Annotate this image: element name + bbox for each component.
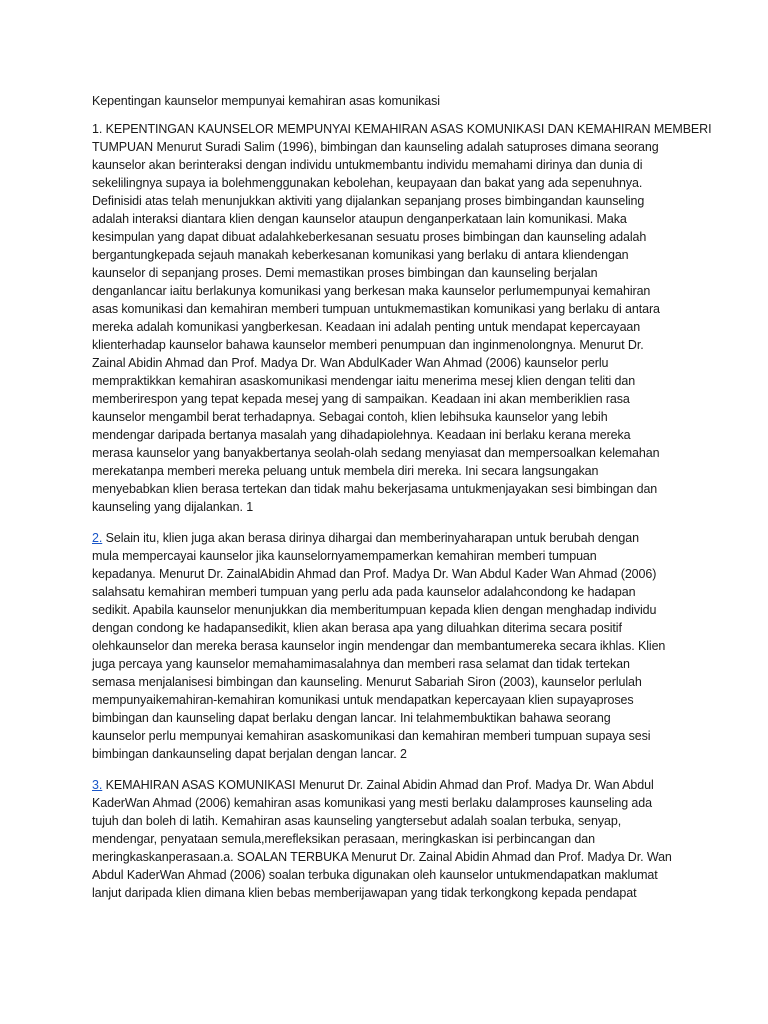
text-line — [92, 655, 682, 673]
line-text: sekelilingnya supaya ia bolehmenggunakan kebolehan, keupayaan dan bakat yang ada sepenuhnya. — [92, 176, 643, 190]
line-text: adalah interaksi diantara klien dengan kaunselor ataupun denganperkataan lain komunikasi. Maka — [92, 212, 627, 226]
line-text: merasa kaunselor yang banyakbertanya seolah-olah sedang menyiasat dan mempersoalkan kelemahan — [92, 446, 660, 460]
line-text: bergantungkepada sejauh manakah keberkesanan komunikasi yang berlaku di antara kliendengan — [92, 248, 629, 262]
paragraph-container — [92, 120, 712, 902]
line-text: mempunyaikemahiran-kemahiran komunikasi untuk mendapatkan kepercayaan klien supayaproses — [92, 693, 634, 707]
line-text: Selain itu, klien juga akan berasa dirinya dihargai dan memberinyaharapan untuk berubah dengan — [105, 531, 639, 545]
text-line — [92, 529, 682, 547]
line-text: mendengar, penyataan semula,merefleksikan perasaan, meringkaskan isi perbincangan dan — [92, 832, 595, 846]
text-line — [92, 848, 682, 866]
paragraph-number-link[interactable]: 2. — [92, 531, 103, 545]
text-line — [92, 354, 682, 372]
text-line — [92, 884, 682, 902]
line-text: kepadanya. Menurut Dr. ZainalAbidin Ahmad dan Prof. Madya Dr. Wan Abdul Kader Wan Ahmad (2006) — [92, 567, 657, 581]
line-text: lanjut daripada klien dimana klien bebas memberijawapan yang tidak terkongkong kepada pendapat — [92, 886, 637, 900]
text-line — [92, 866, 682, 884]
text-line — [92, 246, 682, 264]
text-line — [92, 727, 682, 745]
text-line — [92, 480, 682, 498]
text-line — [92, 830, 682, 848]
text-line — [92, 282, 682, 300]
line-text: TUMPUAN Menurut Suradi Salim (1996), bimbingan dan kaunseling adalah satuproses dimana seorang — [92, 140, 659, 154]
text-line — [92, 601, 682, 619]
line-text: juga percaya yang kaunselor memahamimasalahnya dan memberi rasa selamat dan tidak tertekan — [92, 657, 630, 671]
line-text: mula mempercayai kaunselor jika kaunselornyamempamerkan kemahiran memberi tumpuan — [92, 549, 597, 563]
line-text: kesimpulan yang dapat dibuat adalahkeberkesanan sesuatu proses bimbingan dan kaunseling adalah — [92, 230, 647, 244]
text-line — [92, 565, 682, 583]
paragraph — [92, 776, 682, 902]
paragraph — [92, 529, 682, 763]
text-line — [92, 583, 682, 601]
text-line — [92, 462, 682, 480]
text-line — [92, 498, 682, 516]
document-body — [92, 92, 712, 915]
line-text: salahsatu kemahiran memberi tumpuan yang perlu ada pada kaunselor adalahcondong ke hadapan — [92, 585, 636, 599]
line-text: 1. KEPENTINGAN KAUNSELOR MEMPUNYAI KEMAHIRAN ASAS KOMUNIKASI DAN KEMAHIRAN MEMBERI — [92, 122, 712, 136]
line-text: olehkaunselor dan mereka berasa kaunselor ingin mendengar dan membantumereka secara ikhlas. Klien — [92, 639, 666, 653]
document-title: Kepentingan kaunselor mempunyai kemahiran asas komunikasi — [92, 94, 440, 108]
text-line — [92, 192, 682, 210]
text-line — [92, 174, 682, 192]
text-line — [92, 228, 682, 246]
line-text: kaunselor mengambil berat terhadapnya. Sebagai contoh, klien lebihsuka kaunselor yang lebih — [92, 410, 608, 424]
line-text: bimbingan dan kaunseling dapat berlaku dengan lancar. Ini telahmembuktikan bahawa seorang — [92, 711, 611, 725]
text-line — [92, 776, 682, 794]
text-line — [92, 300, 682, 318]
text-line — [92, 120, 712, 138]
line-text: semasa menjalanisesi bimbingan dan kaunseling. Menurut Sabariah Siron (2003), kaunselor perlulah — [92, 675, 642, 689]
paragraph-number-link[interactable]: 3. — [92, 778, 103, 792]
line-text: kaunselor di sepanjang proses. Demi memastikan proses bimbingan dan kaunseling berjalan — [92, 266, 598, 280]
line-text: Zainal Abidin Ahmad dan Prof. Madya Dr. Wan AbdulKader Wan Ahmad (2006) kaunselor perlu — [92, 356, 609, 370]
text-line — [92, 426, 682, 444]
text-line — [92, 637, 682, 655]
text-line — [92, 709, 682, 727]
text-line — [92, 156, 682, 174]
paragraph — [92, 120, 712, 516]
text-line — [92, 619, 682, 637]
line-text: merekatanpa memberi mereka peluang untuk membela diri mereka. Ini secara langsungakan — [92, 464, 599, 478]
text-line — [92, 673, 682, 691]
line-text: asas komunikasi dan kemahiran memberi tumpuan untukmemastikan komunikasi yang berlaku di antara — [92, 302, 660, 316]
line-text: denganlancar iaitu berlakunya komunikasi yang berkesan maka kaunselor perlumempunyai kemahiran — [92, 284, 651, 298]
text-line — [92, 390, 682, 408]
line-text: tujuh dan boleh di latih. Kemahiran asas kaunseling yangtersebut adalah soalan terbuka, senyap, — [92, 814, 622, 828]
text-line — [92, 210, 682, 228]
line-text: mereka adalah komunikasi yangberkesan. Keadaan ini adalah penting untuk mendapat kepercayaan — [92, 320, 641, 334]
text-line — [92, 264, 682, 282]
line-text: mendengar daripada bertanya masalah yang dihadapiolehnya. Keadaan ini berlaku kerana mereka — [92, 428, 631, 442]
line-text: kaunseling yang dijalankan. 1 — [92, 500, 254, 514]
line-text: meringkaskanperasaan.a. SOALAN TERBUKA Menurut Dr. Zainal Abidin Ahmad dan Prof. Madya Dr. Wan — [92, 850, 672, 864]
text-line — [92, 408, 682, 426]
line-text: KEMAHIRAN ASAS KOMUNIKASI Menurut Dr. Zainal Abidin Ahmad dan Prof. Madya Dr. Wan Abdul — [105, 778, 654, 792]
line-text: klienterhadap kaunselor bahawa kaunselor memberi penumpuan dan inginmenolongnya. Menurut Dr. — [92, 338, 644, 352]
text-line — [92, 745, 682, 763]
text-line — [92, 318, 682, 336]
line-text: mempraktikkan kemahiran asaskomunikasi mendengar iaitu menerima mesej klien dengan teliti dan — [92, 374, 636, 388]
text-line — [92, 794, 682, 812]
line-text: bimbingan dankaunseling dapat berjalan dengan lancar. 2 — [92, 747, 407, 761]
line-text: menyebabkan klien berasa tertekan dan tidak mahu bekerjasama untukmenjayakan sesi bimbingan dan — [92, 482, 658, 496]
line-text: kaunselor perlu mempunyai kemahiran asaskomunikasi dan kemahiran memberi tumpuan supaya sesi — [92, 729, 651, 743]
text-line — [92, 372, 682, 390]
text-line — [92, 691, 682, 709]
line-text: Abdul KaderWan Ahmad (2006) soalan terbuka digunakan oleh kaunselor untukmendapatkan maklumat — [92, 868, 658, 882]
text-line — [92, 138, 682, 156]
line-text: dengan condong ke hadapansedikit, klien akan berasa apa yang diluahkan diterima secara positif — [92, 621, 622, 635]
line-text: sedikit. Apabila kaunselor menunjukkan dia memberitumpuan kepada klien dengan menghadap individu — [92, 603, 657, 617]
line-text: memberirespon yang tepat kepada mesej yang di sampaikan. Keadaan ini akan memberiklien rasa — [92, 392, 630, 406]
line-text: kaunselor akan berinteraksi dengan individu untukmembantu individu memahami dirinya dan dunia di — [92, 158, 643, 172]
text-line — [92, 812, 682, 830]
line-text: Definisidi atas telah menunjukkan aktiviti yang dijalankan sepanjang proses bimbingandan kaunseling — [92, 194, 645, 208]
text-line — [92, 336, 682, 354]
text-line — [92, 444, 682, 462]
text-line — [92, 547, 682, 565]
line-text: KaderWan Ahmad (2006) kemahiran asas komunikasi yang mesti berlaku dalamproses kaunseling ada — [92, 796, 652, 810]
